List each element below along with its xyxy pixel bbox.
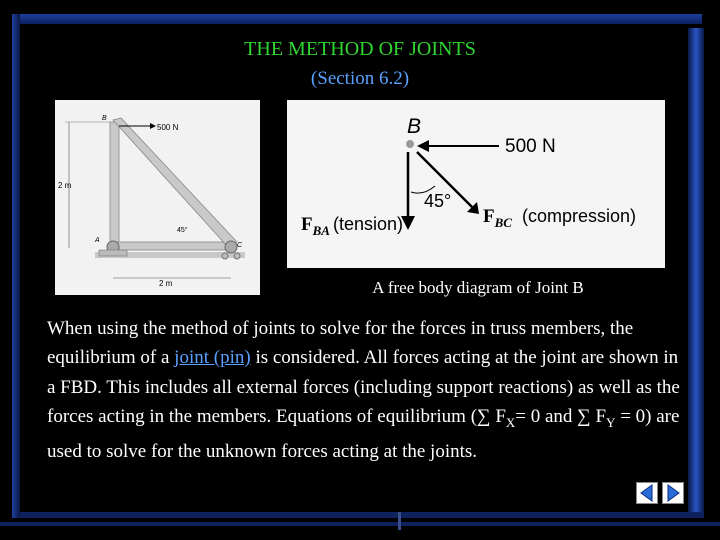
roller-c1 bbox=[222, 253, 228, 259]
fbd-load-arrowhead bbox=[417, 140, 429, 152]
paragraph-part-3: = 0 and ∑ F bbox=[515, 405, 607, 427]
paragraph-part-2: is considered. All forces acting at the joint are shown in a FBD. This includes all external forces (including support reactions) as well as the forces acting in the members. Equations of equilibrium (∑ F bbox=[47, 347, 680, 427]
member-bc bbox=[113, 118, 237, 246]
truss-drawing bbox=[55, 100, 260, 295]
pin-c bbox=[225, 241, 237, 253]
paragraph-part-4: = 0) are used to solve for the unknown forces acting at the joints. bbox=[47, 405, 680, 462]
fba-arrowhead bbox=[401, 216, 415, 230]
width-label: 2 m bbox=[159, 279, 173, 288]
joint-c-label: C bbox=[237, 242, 243, 249]
fbd-joint-dot bbox=[406, 140, 414, 148]
frame-top-bar bbox=[12, 14, 702, 24]
frame-right-bar bbox=[688, 28, 704, 518]
member-ab bbox=[110, 122, 119, 250]
fba-note: (tension) bbox=[333, 214, 404, 234]
figure-caption: A free body diagram of Joint B bbox=[372, 278, 584, 297]
previous-slide-button[interactable] bbox=[636, 482, 658, 504]
joint-a-label: A bbox=[95, 237, 100, 244]
frame-bottom-line bbox=[0, 522, 720, 526]
fba-subscript: BA bbox=[312, 223, 330, 238]
load-arrowhead bbox=[150, 123, 156, 129]
fbd-load-label: 500 N bbox=[505, 136, 556, 157]
height-label: 2 m bbox=[58, 181, 72, 190]
subscript-y: Y bbox=[606, 414, 616, 430]
fbd-angle-label: 45° bbox=[424, 191, 452, 211]
truss-figure bbox=[55, 100, 260, 295]
fba-label bbox=[301, 214, 330, 238]
fbd-drawing bbox=[287, 100, 665, 268]
paragraph-part-1: When using the method of joints to solve for the forces in truss members, the equilibrium of a bbox=[47, 318, 634, 369]
member-ac bbox=[110, 242, 235, 250]
fbc-label bbox=[483, 206, 512, 230]
support-a bbox=[99, 250, 127, 256]
frame-bottom-bar bbox=[20, 512, 704, 518]
angle-label: 45° bbox=[177, 227, 188, 234]
slide-title: THE METHOD OF JOINTS bbox=[244, 38, 476, 60]
joint-pin-link[interactable]: joint (pin) bbox=[174, 347, 251, 369]
fbc-letter: F bbox=[483, 206, 495, 227]
next-slide-button[interactable] bbox=[662, 482, 684, 504]
subscript-x: X bbox=[505, 414, 516, 430]
fbc-subscript: BC bbox=[494, 215, 512, 230]
body-paragraph bbox=[47, 314, 687, 466]
frame-left-bar bbox=[12, 14, 20, 518]
slide-subtitle: (Section 6.2) bbox=[310, 68, 410, 89]
fbd-figure bbox=[287, 100, 665, 268]
roller-c2 bbox=[234, 253, 240, 259]
joint-b-label: B bbox=[102, 115, 107, 122]
load-label: 500 N bbox=[157, 123, 179, 132]
arrow-left-icon bbox=[637, 483, 657, 503]
fba-letter: F bbox=[301, 214, 313, 235]
fbd-joint-label: B bbox=[407, 115, 422, 138]
arrow-right-icon bbox=[663, 483, 683, 503]
fbc-note: (compression) bbox=[522, 206, 637, 226]
frame-tick bbox=[398, 512, 401, 530]
